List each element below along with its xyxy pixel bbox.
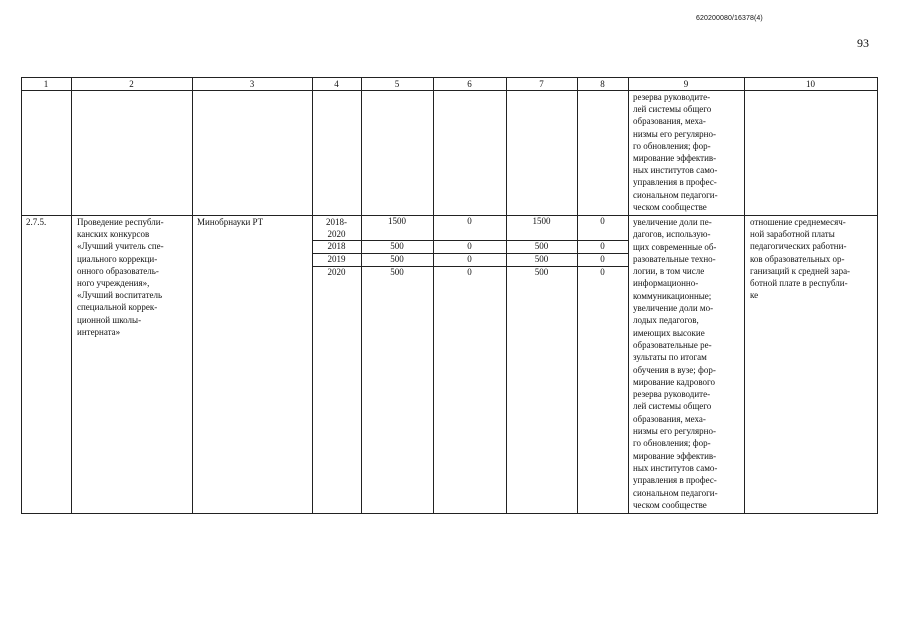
page-number: 93 bbox=[857, 36, 869, 50]
year-2020: 2020 bbox=[327, 267, 346, 277]
header-col-10: 10 bbox=[806, 79, 815, 89]
cell-col8: 0 bbox=[600, 216, 605, 226]
header-col-9: 9 bbox=[683, 79, 689, 89]
continued-col9-text: резерва руководите- лей системы общего образования, меха- низмы его регулярно- го обновления; фор- мирование эффектив- ных институтов само- управления в профес- сиональном педагоги- ческом сообществе bbox=[633, 92, 718, 212]
header-col-6: 6 bbox=[467, 79, 472, 89]
col-border bbox=[877, 77, 878, 514]
period-total: 2018- 2020 bbox=[326, 217, 347, 239]
header-col-3: 3 bbox=[249, 79, 255, 89]
result-text: увеличение доли пе- дагогов, использую- щих современные об- разовательные техно- логии, в том числе информационно- коммуникационные; увеличение доли мо- лодых педагогов, имеющих высокие образовательные ре- зультаты по итогам обучения в вузе; фор- мирование кадрового резерва руководите- лей системы общего образования, меха- низмы его регулярно- го обновления; фор- мирование эффектив- ных институтов само- управления в профес- сиональном педагоги- ческом сообществе bbox=[633, 217, 718, 510]
cell-col8: 0 bbox=[600, 267, 605, 277]
col-border bbox=[361, 77, 362, 514]
cell-col5: 1500 bbox=[388, 216, 406, 226]
col-border bbox=[744, 77, 745, 514]
cell-col5: 500 bbox=[390, 254, 404, 264]
header-col-2: 2 bbox=[129, 79, 134, 89]
cell-col7: 1500 bbox=[532, 216, 551, 226]
row-number: 2.7.5. bbox=[26, 217, 47, 227]
cell-col5: 500 bbox=[390, 267, 404, 277]
year-2019: 2019 bbox=[327, 254, 346, 264]
executor-text: Минобрнауки РТ bbox=[197, 217, 264, 227]
year-2018: 2018 bbox=[327, 241, 346, 251]
header-col-8: 8 bbox=[600, 79, 605, 89]
cell-col7: 500 bbox=[534, 241, 549, 251]
header-col-5: 5 bbox=[394, 79, 400, 89]
col-border bbox=[577, 77, 578, 514]
col-border bbox=[71, 77, 72, 514]
cell-col7: 500 bbox=[534, 254, 549, 264]
col-border bbox=[433, 77, 434, 514]
header-col-4: 4 bbox=[334, 79, 339, 89]
document-id: 620200080/16378(4) bbox=[696, 15, 763, 22]
indicator-text: отношение среднемесяч- ной заработной платы педагогических работни- ков образовательных ор- ганизаций к средней зара- ботной плате в республи- ке bbox=[750, 217, 851, 301]
cell-col6: 0 bbox=[467, 241, 472, 251]
col-border bbox=[628, 77, 629, 514]
table-top-border bbox=[21, 77, 878, 78]
col-border bbox=[312, 77, 313, 514]
header-bottom-border bbox=[21, 90, 878, 91]
cell-col5: 500 bbox=[390, 241, 404, 251]
cell-col6: 0 bbox=[467, 216, 472, 226]
cell-col6: 0 bbox=[467, 267, 472, 277]
cell-col8: 0 bbox=[600, 254, 605, 264]
measure-text: Проведение республи- канских конкурсов «Лучший учитель спе- циального коррекци- онного образователь- ного учреждения», «Лучший воспитатель специальной коррек- ционной школы- интерната» bbox=[77, 217, 164, 337]
col-border bbox=[506, 77, 507, 514]
col-border bbox=[21, 77, 22, 514]
table-bottom-border bbox=[21, 513, 878, 514]
header-col-1: 1 bbox=[43, 79, 49, 89]
cell-col7: 500 bbox=[534, 267, 549, 277]
cell-col8: 0 bbox=[600, 241, 605, 251]
header-col-7: 7 bbox=[539, 79, 544, 89]
col-border bbox=[192, 77, 193, 514]
cell-col6: 0 bbox=[467, 254, 472, 264]
